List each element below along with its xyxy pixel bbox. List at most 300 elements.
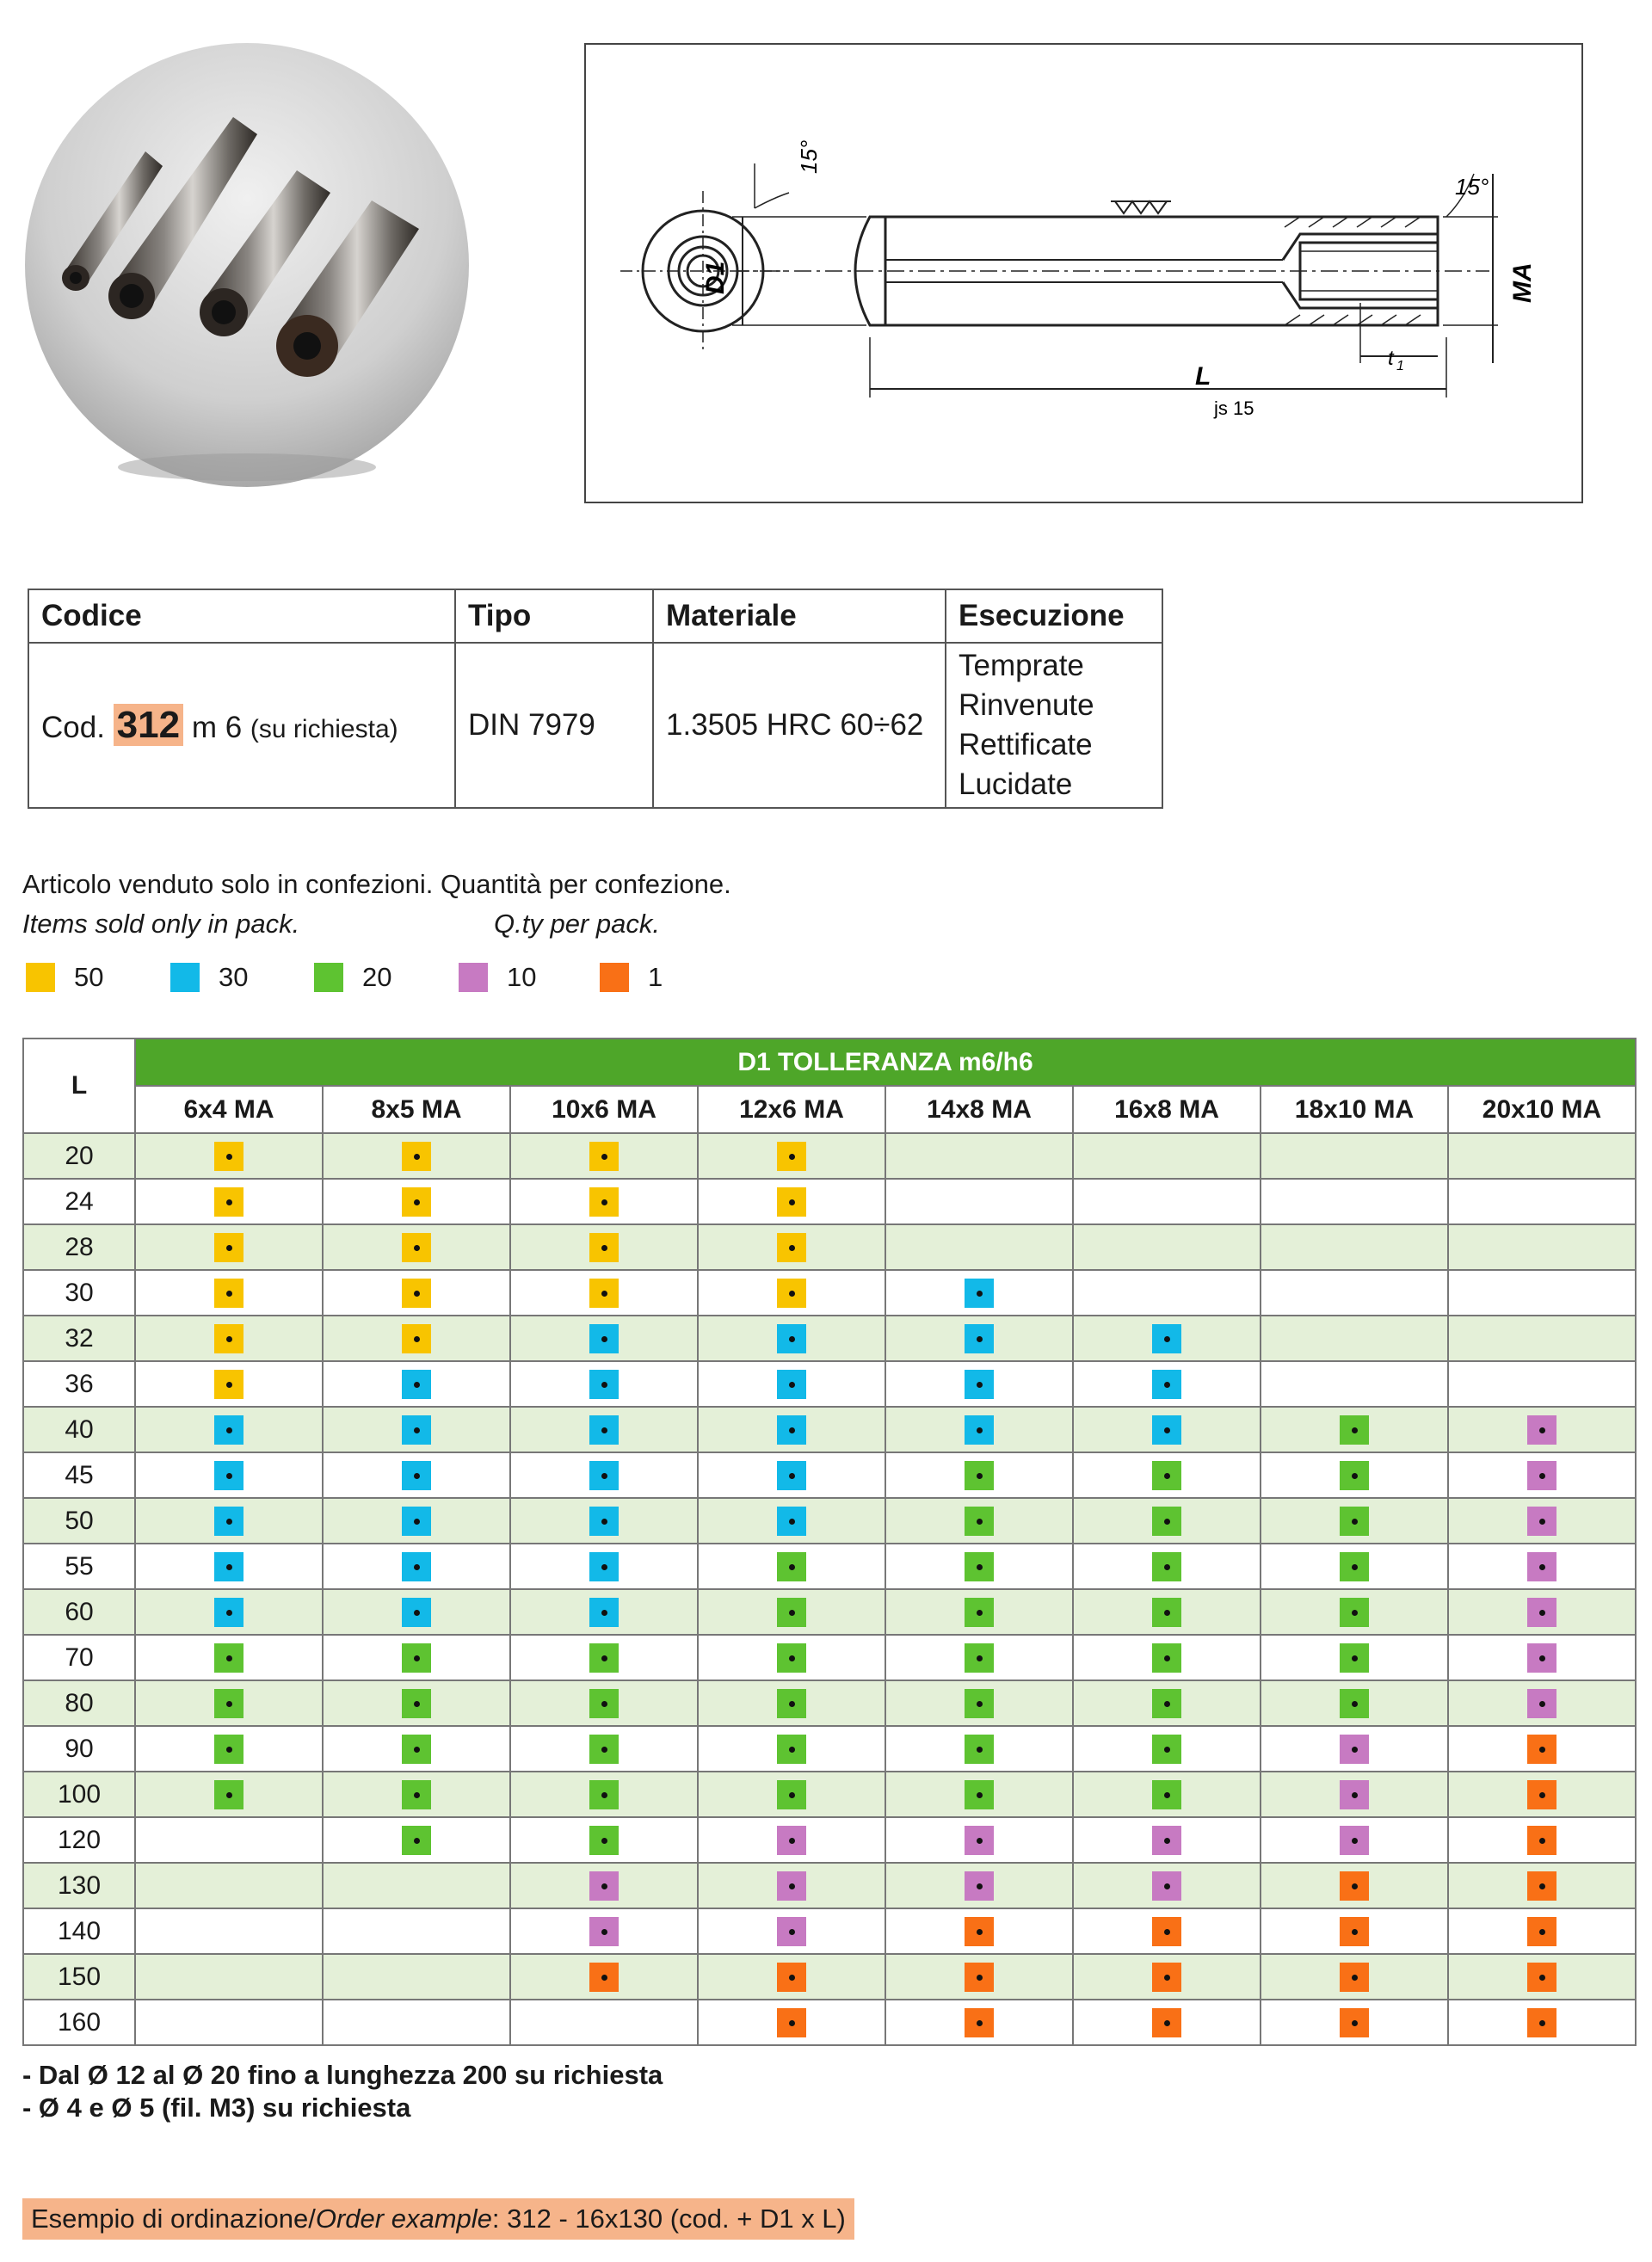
availability-marker [214, 1598, 243, 1627]
row-length-label: 45 [23, 1452, 135, 1498]
availability-marker [1527, 1689, 1556, 1718]
availability-cell [698, 1817, 885, 1863]
availability-cell [885, 1817, 1073, 1863]
availability-cell [1261, 1908, 1448, 1954]
availability-marker [589, 1461, 619, 1490]
availability-cell [1448, 1544, 1636, 1589]
availability-cell [1261, 1179, 1448, 1224]
availability-cell [510, 1954, 698, 2000]
availability-cell [323, 1316, 510, 1361]
availability-marker [402, 1461, 431, 1490]
availability-cell [1448, 1224, 1636, 1270]
table-row [23, 1772, 1636, 1817]
row-length-label: 50 [23, 1498, 135, 1544]
availability-marker [1340, 1643, 1369, 1673]
availability-marker [777, 1917, 806, 1946]
table-row [23, 1452, 1636, 1498]
availability-marker [777, 1689, 806, 1718]
availability-cell [1261, 1635, 1448, 1680]
availability-cell [135, 1407, 323, 1452]
availability-marker [777, 1598, 806, 1627]
label-t1: t [1388, 347, 1394, 370]
availability-cell [885, 1133, 1073, 1179]
availability-cell [698, 1498, 885, 1544]
availability-marker [777, 1415, 806, 1445]
availability-marker [1152, 1324, 1181, 1353]
availability-cell [1261, 1680, 1448, 1726]
availability-cell [698, 1270, 885, 1316]
row-length-label: 60 [23, 1589, 135, 1635]
availability-marker [402, 1187, 431, 1217]
availability-cell [510, 1133, 698, 1179]
row-length-label: 30 [23, 1270, 135, 1316]
availability-cell [698, 1544, 885, 1589]
availability-marker [1152, 1917, 1181, 1946]
availability-cell [135, 2000, 323, 2045]
availability-marker [589, 1735, 619, 1764]
availability-marker [214, 1279, 243, 1308]
availability-cell [698, 1726, 885, 1772]
table-row [23, 1498, 1636, 1544]
table-row [23, 1544, 1636, 1589]
availability-marker [1152, 1370, 1181, 1399]
group-header: D1 TOLLERANZA m6/h6 [135, 1039, 1636, 1086]
table-row [23, 1635, 1636, 1680]
availability-marker [965, 1826, 994, 1855]
column-header: 12x6 MA [698, 1086, 885, 1133]
availability-marker [589, 1689, 619, 1718]
availability-cell [510, 1680, 698, 1726]
row-length-label: 55 [23, 1544, 135, 1589]
availability-cell [510, 1179, 698, 1224]
availability-cell [510, 2000, 698, 2045]
availability-cell [1448, 1772, 1636, 1817]
availability-marker [1152, 1552, 1181, 1581]
availability-cell [510, 1407, 698, 1452]
availability-cell [1448, 1316, 1636, 1361]
spec-header-codice: Codice [28, 589, 455, 643]
availability-cell [1261, 1817, 1448, 1863]
availability-cell [885, 2000, 1073, 2045]
availability-marker [214, 1233, 243, 1262]
availability-marker [1527, 1415, 1556, 1445]
availability-marker [402, 1598, 431, 1627]
row-length-label: 40 [23, 1407, 135, 1452]
availability-cell [698, 1680, 885, 1726]
availability-cell [1448, 1863, 1636, 1908]
availability-cell [1448, 1361, 1636, 1407]
legend-swatch [170, 963, 200, 992]
codice-prefix: Cod. [41, 711, 105, 744]
availability-cell [885, 1589, 1073, 1635]
availability-cell [1448, 1954, 1636, 2000]
column-header: 20x10 MA [1448, 1086, 1636, 1133]
availability-marker [965, 1780, 994, 1809]
availability-cell [135, 1224, 323, 1270]
column-header: 18x10 MA [1261, 1086, 1448, 1133]
availability-marker [965, 1963, 994, 1992]
availability-marker [1340, 1507, 1369, 1536]
availability-cell [1073, 1680, 1261, 1726]
availability-cell [698, 1224, 885, 1270]
availability-marker [1340, 1871, 1369, 1901]
codice-suffix: m 6 [191, 711, 243, 744]
availability-marker [777, 1187, 806, 1217]
availability-marker [1340, 1963, 1369, 1992]
availability-cell [1261, 1316, 1448, 1361]
availability-cell [323, 1954, 510, 2000]
availability-marker [965, 1461, 994, 1490]
row-length-label: 130 [23, 1863, 135, 1908]
column-headers [23, 1086, 1636, 1133]
availability-marker [777, 1643, 806, 1673]
availability-marker [589, 1507, 619, 1536]
product-photo [23, 41, 471, 489]
availability-marker [965, 1507, 994, 1536]
legend-label: 1 [648, 962, 663, 992]
table-row [23, 1361, 1636, 1407]
availability-marker [589, 1233, 619, 1262]
legend-swatch [459, 963, 488, 992]
row-length-label: 160 [23, 2000, 135, 2045]
availability-cell [135, 1361, 323, 1407]
availability-cell [1448, 1680, 1636, 1726]
availability-marker [589, 1552, 619, 1581]
availability-marker [402, 1279, 431, 1308]
availability-marker [214, 1780, 243, 1809]
availability-marker [402, 1735, 431, 1764]
availability-cell [1073, 1817, 1261, 1863]
availability-marker [1152, 1689, 1181, 1718]
availability-cell [510, 1452, 698, 1498]
availability-cell [885, 1680, 1073, 1726]
availability-cell [510, 1270, 698, 1316]
availability-marker [1527, 1780, 1556, 1809]
availability-cell [135, 1544, 323, 1589]
availability-marker [402, 1552, 431, 1581]
availability-marker [1340, 1689, 1369, 1718]
size-availability-table [22, 1038, 1637, 2046]
availability-cell [1448, 1407, 1636, 1452]
availability-cell [1261, 1589, 1448, 1635]
availability-cell [135, 1635, 323, 1680]
availability-cell [1073, 1863, 1261, 1908]
availability-marker [402, 1507, 431, 1536]
availability-cell [1448, 1908, 1636, 1954]
availability-marker [589, 1826, 619, 1855]
availability-marker [1152, 1461, 1181, 1490]
availability-cell [698, 1361, 885, 1407]
legend-item [459, 962, 536, 993]
table-row [23, 1407, 1636, 1452]
availability-cell [135, 1589, 323, 1635]
availability-cell [323, 1772, 510, 1817]
availability-marker [777, 1871, 806, 1901]
availability-cell [510, 1908, 698, 1954]
availability-cell [698, 1908, 885, 1954]
availability-cell [1073, 1589, 1261, 1635]
availability-cell [323, 1179, 510, 1224]
table-row [23, 1270, 1636, 1316]
availability-marker [214, 1689, 243, 1718]
table-body [23, 1133, 1636, 2045]
availability-marker [589, 1643, 619, 1673]
availability-marker [965, 1735, 994, 1764]
availability-cell [510, 1589, 698, 1635]
esecuzione-item: Rettificate [959, 728, 1093, 761]
spec-tipo: DIN 7979 [455, 643, 653, 808]
spec-header-tipo: Tipo [455, 589, 653, 643]
availability-cell [1073, 1133, 1261, 1179]
availability-cell [510, 1224, 698, 1270]
availability-marker [1527, 1507, 1556, 1536]
availability-marker [965, 2008, 994, 2037]
availability-marker [1340, 1735, 1369, 1764]
availability-marker [214, 1142, 243, 1171]
availability-marker [214, 1552, 243, 1581]
availability-marker [402, 1643, 431, 1673]
availability-cell [885, 1772, 1073, 1817]
table-row [23, 1680, 1636, 1726]
availability-cell [510, 1361, 698, 1407]
availability-marker [589, 1871, 619, 1901]
availability-marker [777, 2008, 806, 2037]
legend-swatch [314, 963, 343, 992]
availability-cell [1073, 1635, 1261, 1680]
availability-marker [965, 1370, 994, 1399]
table-row [23, 1179, 1636, 1224]
row-length-label: 100 [23, 1772, 135, 1817]
availability-cell [323, 1224, 510, 1270]
availability-cell [323, 1407, 510, 1452]
availability-cell [885, 1726, 1073, 1772]
availability-marker [589, 1415, 619, 1445]
availability-marker [214, 1461, 243, 1490]
availability-cell [135, 1270, 323, 1316]
availability-cell [1261, 1954, 1448, 2000]
availability-marker [589, 1142, 619, 1171]
availability-marker [214, 1324, 243, 1353]
esecuzione-item: Rinvenute [959, 688, 1094, 722]
availability-marker [1527, 1963, 1556, 1992]
availability-marker [777, 1461, 806, 1490]
label-tolerance: js 15 [1214, 398, 1254, 419]
availability-cell [135, 1179, 323, 1224]
row-length-label: 150 [23, 1954, 135, 2000]
availability-marker [777, 1142, 806, 1171]
availability-cell [698, 1589, 885, 1635]
availability-marker [1340, 1598, 1369, 1627]
column-header: 6x4 MA [135, 1086, 323, 1133]
availability-cell [323, 1361, 510, 1407]
table-row [23, 1908, 1636, 1954]
table-row [23, 1316, 1636, 1361]
table-row [23, 1224, 1636, 1270]
label-angle-right: 15° [1455, 174, 1489, 200]
availability-marker [1152, 1871, 1181, 1901]
table-row [23, 1863, 1636, 1908]
availability-cell [323, 2000, 510, 2045]
availability-marker [1152, 2008, 1181, 2037]
order-example-italic: Order example [315, 2203, 492, 2234]
column-header: 10x6 MA [510, 1086, 698, 1133]
availability-marker [1152, 1735, 1181, 1764]
esecuzione-item: Lucidate [959, 767, 1073, 801]
availability-cell [1261, 2000, 1448, 2045]
availability-cell [698, 1954, 885, 2000]
availability-cell [510, 1726, 698, 1772]
availability-cell [698, 1452, 885, 1498]
availability-cell [698, 1863, 885, 1908]
availability-marker [402, 1780, 431, 1809]
availability-marker [1152, 1780, 1181, 1809]
availability-cell [135, 1680, 323, 1726]
availability-marker [1527, 1643, 1556, 1673]
availability-cell [1448, 1179, 1636, 1224]
pack-info-en-right: Q.ty per pack. [494, 909, 660, 939]
availability-cell [135, 1498, 323, 1544]
label-l: L [1195, 362, 1211, 391]
availability-cell [323, 1589, 510, 1635]
availability-cell [135, 1954, 323, 2000]
availability-cell [323, 1817, 510, 1863]
column-header: 16x8 MA [1073, 1086, 1261, 1133]
availability-cell [1261, 1224, 1448, 1270]
legend-swatch [26, 963, 55, 992]
availability-cell [885, 1270, 1073, 1316]
availability-cell [135, 1908, 323, 1954]
pack-info-en-left: Items sold only in pack. [22, 909, 300, 939]
legend-item [170, 962, 248, 993]
availability-marker [402, 1233, 431, 1262]
availability-cell [1073, 1908, 1261, 1954]
availability-cell [1261, 1544, 1448, 1589]
row-length-label: 32 [23, 1316, 135, 1361]
note-2: - Ø 4 e Ø 5 (fil. M3) su richiesta [22, 2093, 411, 2123]
availability-cell [1073, 2000, 1261, 2045]
availability-cell [1073, 1179, 1261, 1224]
availability-cell [323, 1680, 510, 1726]
availability-cell [1448, 1498, 1636, 1544]
availability-marker [589, 1187, 619, 1217]
spec-codice [28, 643, 455, 808]
row-length-label: 80 [23, 1680, 135, 1726]
availability-marker [1152, 1826, 1181, 1855]
availability-cell [885, 1635, 1073, 1680]
availability-marker [1152, 1963, 1181, 1992]
table-row [23, 1589, 1636, 1635]
availability-marker [589, 1780, 619, 1809]
availability-marker [214, 1370, 243, 1399]
availability-marker [777, 1370, 806, 1399]
availability-marker [1527, 1598, 1556, 1627]
note-1: - Dal Ø 12 al Ø 20 fino a lunghezza 200 su richiesta [22, 2060, 663, 2090]
label-d1: D1 [701, 261, 730, 294]
row-length-label: 20 [23, 1133, 135, 1179]
availability-cell [135, 1863, 323, 1908]
availability-cell [1073, 1270, 1261, 1316]
table-row [23, 1133, 1636, 1179]
row-length-label: 70 [23, 1635, 135, 1680]
row-length-label: 120 [23, 1817, 135, 1863]
availability-marker [402, 1826, 431, 1855]
column-header: 14x8 MA [885, 1086, 1073, 1133]
availability-cell [885, 1224, 1073, 1270]
availability-cell [885, 1316, 1073, 1361]
availability-cell [1073, 1772, 1261, 1817]
spec-table [28, 589, 1163, 809]
availability-marker [1527, 1826, 1556, 1855]
availability-marker [1152, 1598, 1181, 1627]
availability-cell [1448, 1589, 1636, 1635]
availability-cell [1073, 1498, 1261, 1544]
row-length-label: 140 [23, 1908, 135, 1954]
availability-cell [135, 1772, 323, 1817]
availability-cell [510, 1544, 698, 1589]
availability-cell [1261, 1407, 1448, 1452]
codice-number: 312 [114, 704, 183, 746]
availability-cell [1073, 1452, 1261, 1498]
column-header: 8x5 MA [323, 1086, 510, 1133]
availability-marker [777, 1507, 806, 1536]
legend-label: 50 [74, 962, 104, 992]
availability-cell [1073, 1544, 1261, 1589]
availability-cell [510, 1772, 698, 1817]
availability-marker [214, 1507, 243, 1536]
pack-info-it: Articolo venduto solo in confezioni. Quantità per confezione. [22, 869, 731, 899]
technical-drawing-frame [584, 43, 1583, 503]
availability-cell [323, 1452, 510, 1498]
availability-cell [1073, 1726, 1261, 1772]
availability-marker [589, 1370, 619, 1399]
technical-drawing [586, 45, 1581, 502]
legend-label: 20 [362, 962, 392, 992]
availability-cell [698, 2000, 885, 2045]
legend-label: 30 [219, 962, 249, 992]
availability-marker [1340, 1826, 1369, 1855]
availability-cell [885, 1863, 1073, 1908]
availability-marker [965, 1324, 994, 1353]
availability-cell [323, 1908, 510, 1954]
availability-marker [589, 1963, 619, 1992]
availability-cell [1261, 1772, 1448, 1817]
availability-cell [323, 1726, 510, 1772]
order-example-text: : 312 - 16x130 (cod. + D1 x L) [491, 2203, 846, 2234]
legend-item [600, 962, 663, 993]
availability-cell [698, 1407, 885, 1452]
availability-marker [1340, 1917, 1369, 1946]
availability-cell [885, 1954, 1073, 2000]
availability-cell [1448, 1270, 1636, 1316]
availability-cell [1448, 1635, 1636, 1680]
spec-header-materiale: Materiale [653, 589, 946, 643]
availability-cell [885, 1361, 1073, 1407]
availability-cell [510, 1863, 698, 1908]
availability-cell [1448, 1726, 1636, 1772]
pack-info-en [22, 909, 660, 940]
legend-swatch [600, 963, 629, 992]
availability-marker [1527, 1552, 1556, 1581]
row-header-l: L [23, 1039, 135, 1133]
table-row [23, 1817, 1636, 1863]
availability-marker [402, 1142, 431, 1171]
availability-cell [1448, 1817, 1636, 1863]
spec-materiale: 1.3505 HRC 60÷62 [653, 643, 946, 808]
availability-cell [323, 1863, 510, 1908]
availability-cell [510, 1817, 698, 1863]
availability-marker [1340, 1415, 1369, 1445]
availability-marker [1152, 1415, 1181, 1445]
